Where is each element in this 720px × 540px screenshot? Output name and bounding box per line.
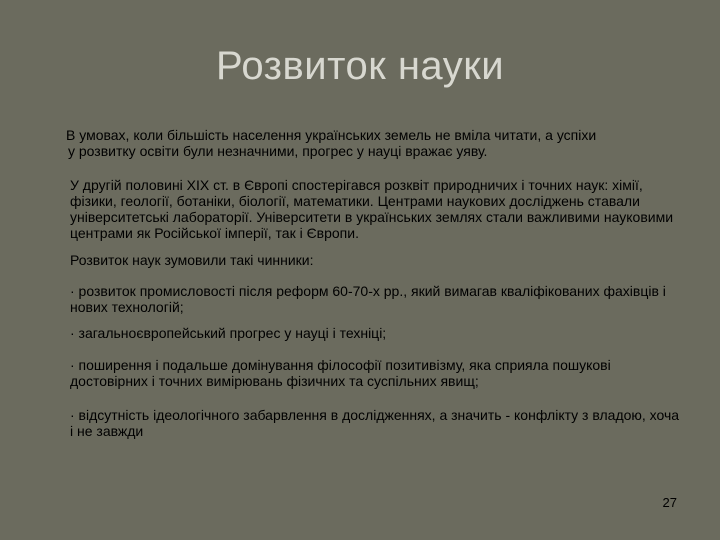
- list-item-no-ideology: · відсутність ідеологічного забарвлення в дослідженнях, а значить - конфлікту з владою, хоча і не завжди: [70, 407, 680, 439]
- paragraph-intro: [66, 127, 686, 159]
- paragraph-intro-line-1: В умовах, коли більшість населення українських земель не вміла читати, а успіхи: [66, 127, 597, 143]
- list-item-positivism: · поширення і подальше домінування філософії позитивізму, яка сприяла пошукові достовірних і точних вимірювань фізичних та суспільних явищ;: [70, 357, 611, 389]
- paragraph-factors-heading: Розвиток наук зумовили такі чинники:: [70, 252, 314, 268]
- paragraph-intro-line-2: у розвитку освіти були незначними, прогрес у науці вражає уяву.: [68, 143, 488, 159]
- list-item-european-progress: · загальноєвропейський прогрес у науці і техніці;: [70, 325, 387, 341]
- paragraph-science-bloom: У другій половині ХІХ ст. в Європі спостерігався розквіт природничих і точних наук: хімії, фізики, геології, ботаніки, біології, математики. Центрами наукових досліджень ставали університетські лабораторії. Університети в українських землях стали важливими науковими центрами як Російської імперії, так і Європи.: [70, 177, 674, 241]
- list-item-industry: · розвиток промисловості після реформ 60-70-х рр., який вимагав кваліфікованих фахівців і нових технологій;: [70, 283, 666, 315]
- page-number: 27: [662, 495, 677, 510]
- slide-title: Розвиток науки: [215, 44, 505, 88]
